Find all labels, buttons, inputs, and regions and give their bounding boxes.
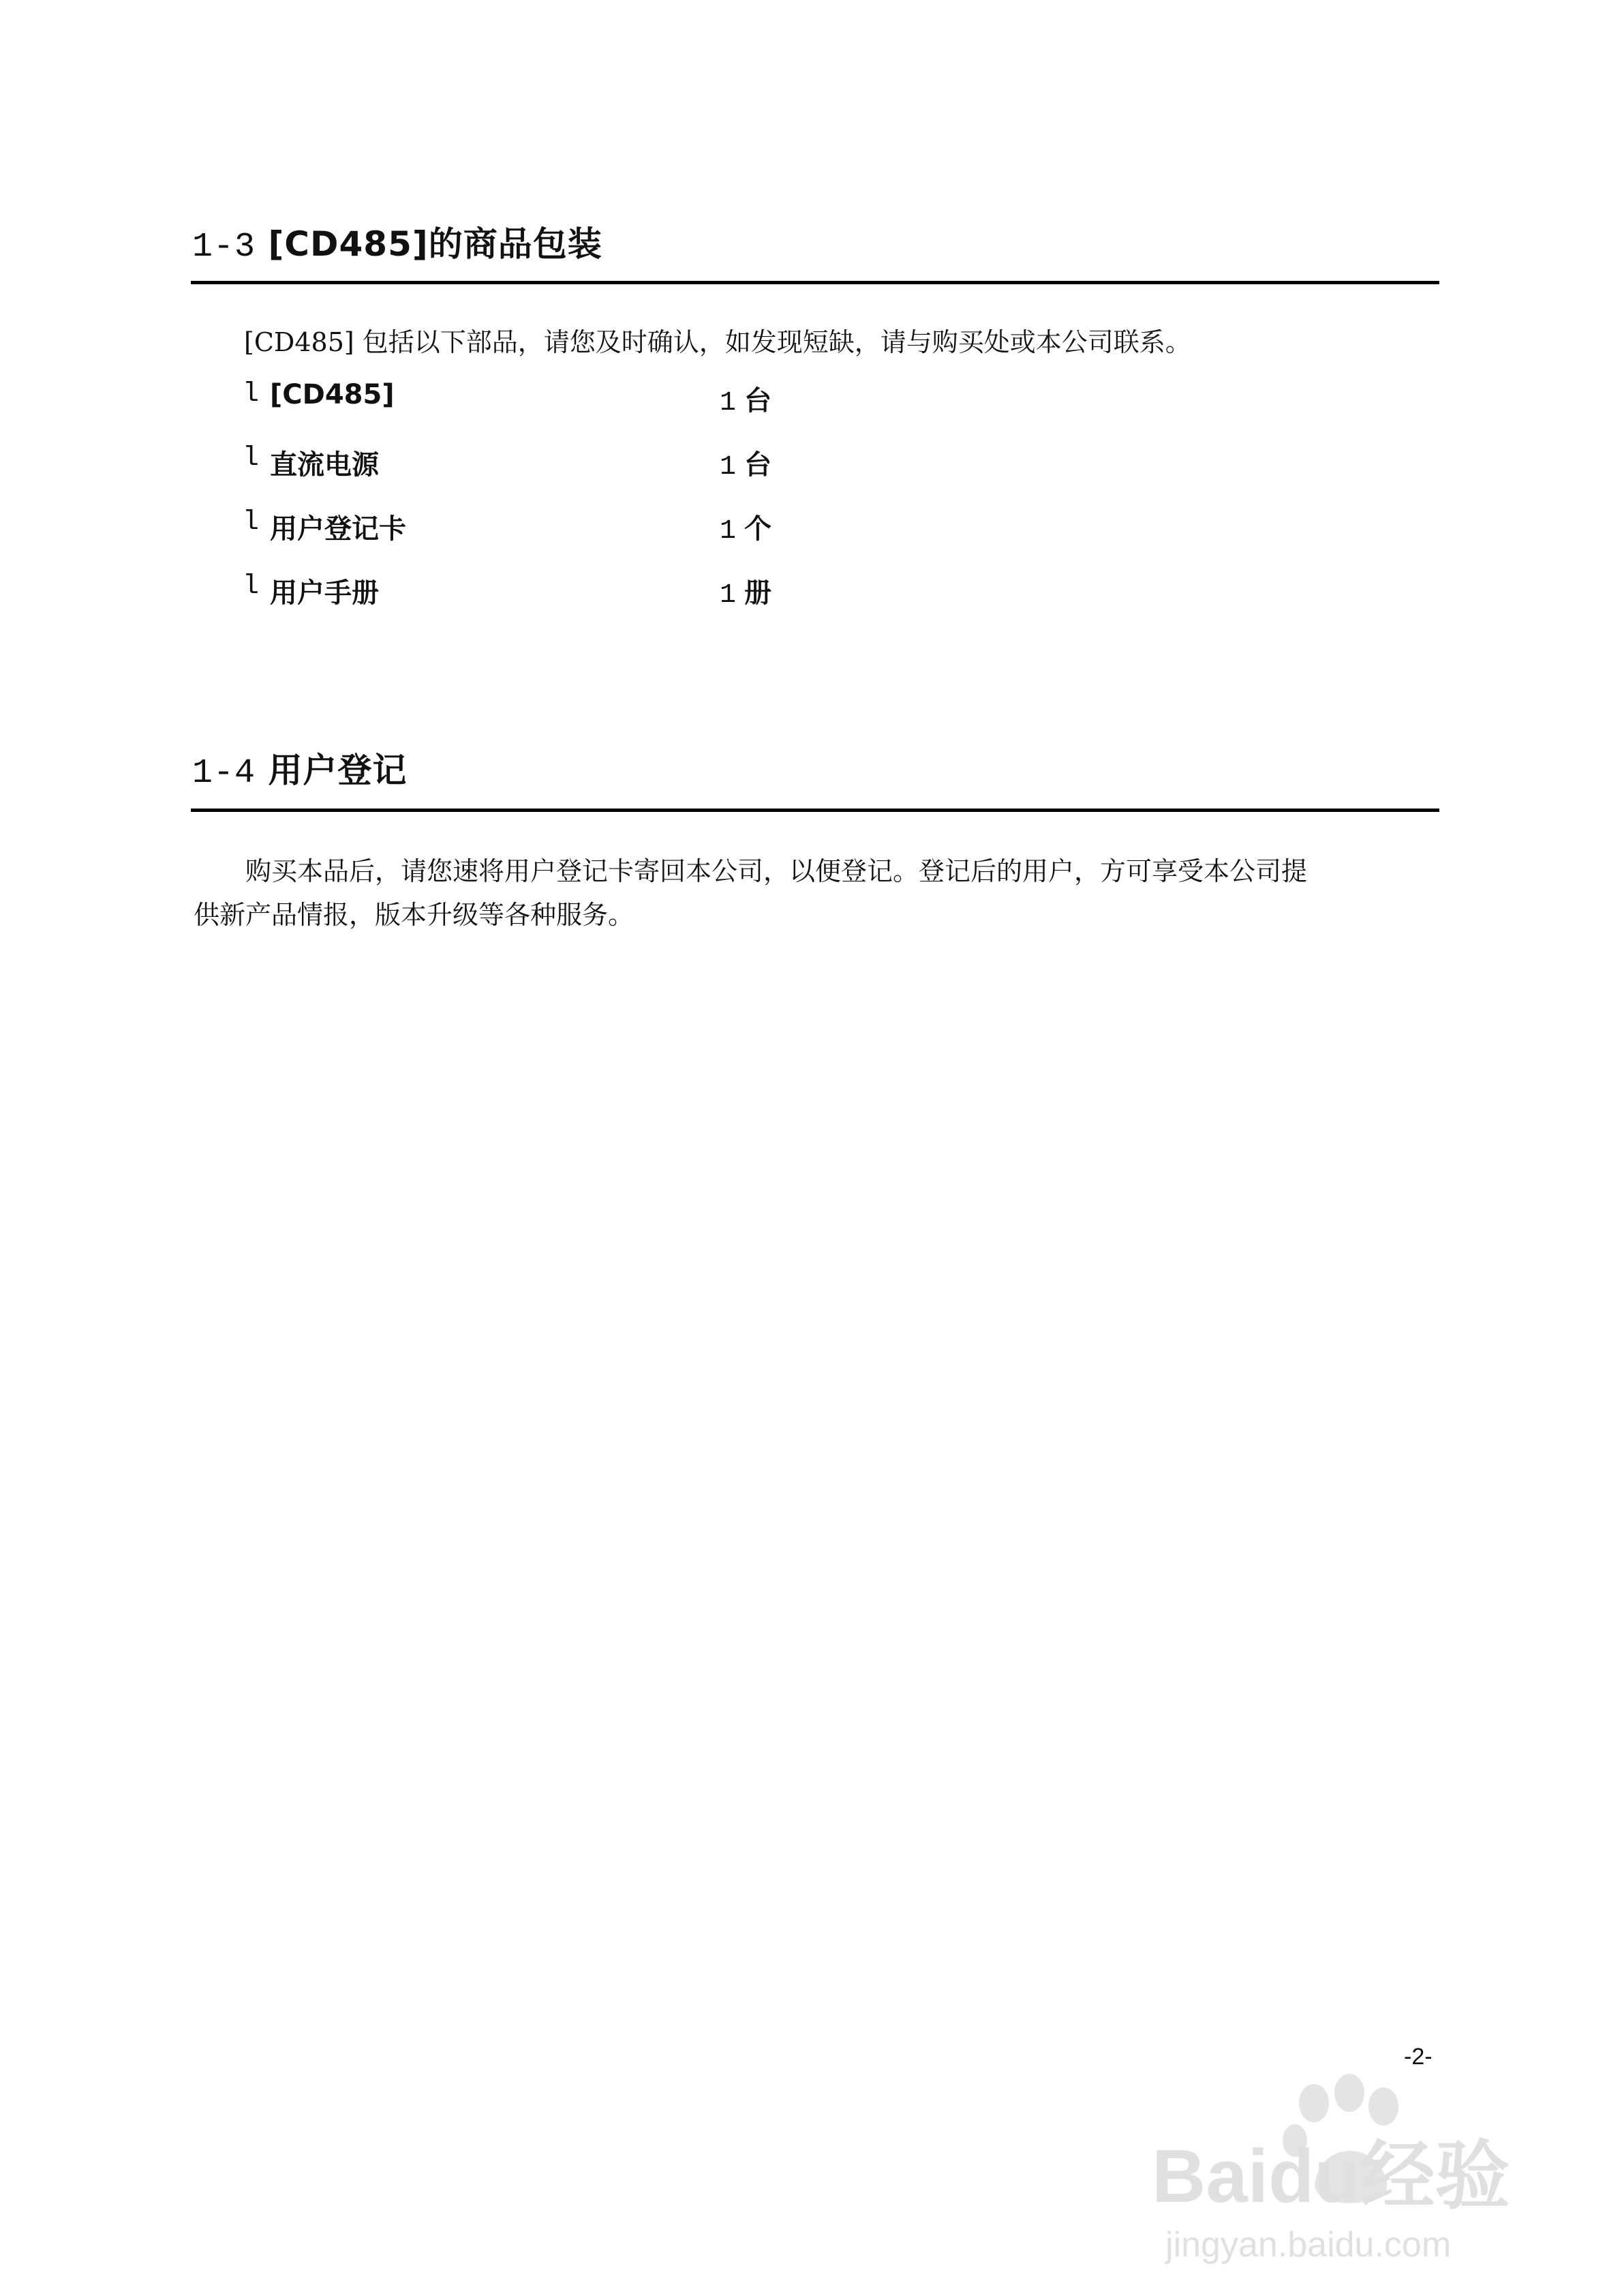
section-title: 用户登记: [268, 751, 408, 790]
section-divider: [191, 281, 1439, 284]
item-name: 直流电源: [270, 449, 379, 481]
section-divider: [191, 809, 1439, 812]
bullet: l: [243, 379, 260, 410]
bullet: l: [243, 443, 260, 474]
section-1-3-heading: [192, 217, 1439, 267]
item-quantity: [720, 379, 771, 419]
page-number: -2-: [1404, 2044, 1433, 2070]
item-quantity: [720, 507, 771, 547]
section-number: 1-3: [192, 228, 256, 267]
bullet: l: [243, 507, 260, 538]
baidu-watermark-logo: [1152, 2066, 1533, 2270]
watermark-brand: Baidu经验: [1152, 2134, 1510, 2218]
quantity-number: 1: [720, 516, 737, 547]
list-item: [243, 379, 1197, 420]
quantity-number: 1: [720, 388, 737, 419]
item-quantity: [720, 571, 771, 611]
item-quantity: [720, 443, 771, 483]
item-name: [CD485]: [270, 379, 395, 410]
item-name: 用户手册: [270, 577, 379, 609]
bullet: l: [243, 571, 260, 602]
list-item: [243, 443, 1197, 484]
quantity-number: 1: [720, 452, 737, 483]
list-item: [243, 571, 1197, 612]
list-item: [243, 507, 1197, 548]
section-title: [CD485]的商品包装: [268, 224, 602, 264]
section-1-4-paragraph-line-2: 供新产品情报，版本升级等各种服务。: [194, 900, 634, 930]
section-1-4-heading: [192, 743, 1439, 793]
quantity-unit: 个: [744, 513, 772, 545]
quantity-number: 1: [720, 580, 737, 611]
quantity-unit: 台: [744, 385, 772, 417]
item-name: 用户登记卡: [270, 513, 406, 545]
quantity-unit: 台: [744, 449, 772, 481]
section-1-3-intro: [CD485] 包括以下部品，请您及时确认，如发现短缺，请与购买处或本公司联系。: [244, 327, 1191, 357]
section-number: 1-4: [192, 754, 256, 793]
section-1-4-paragraph-line-1: 购买本品后，请您速将用户登记卡寄回本公司，以便登记。登记后的用户，方可享受本公司提: [245, 856, 1308, 886]
watermark-url: jingyan.baidu.com: [1165, 2225, 1452, 2265]
quantity-unit: 册: [744, 577, 772, 609]
